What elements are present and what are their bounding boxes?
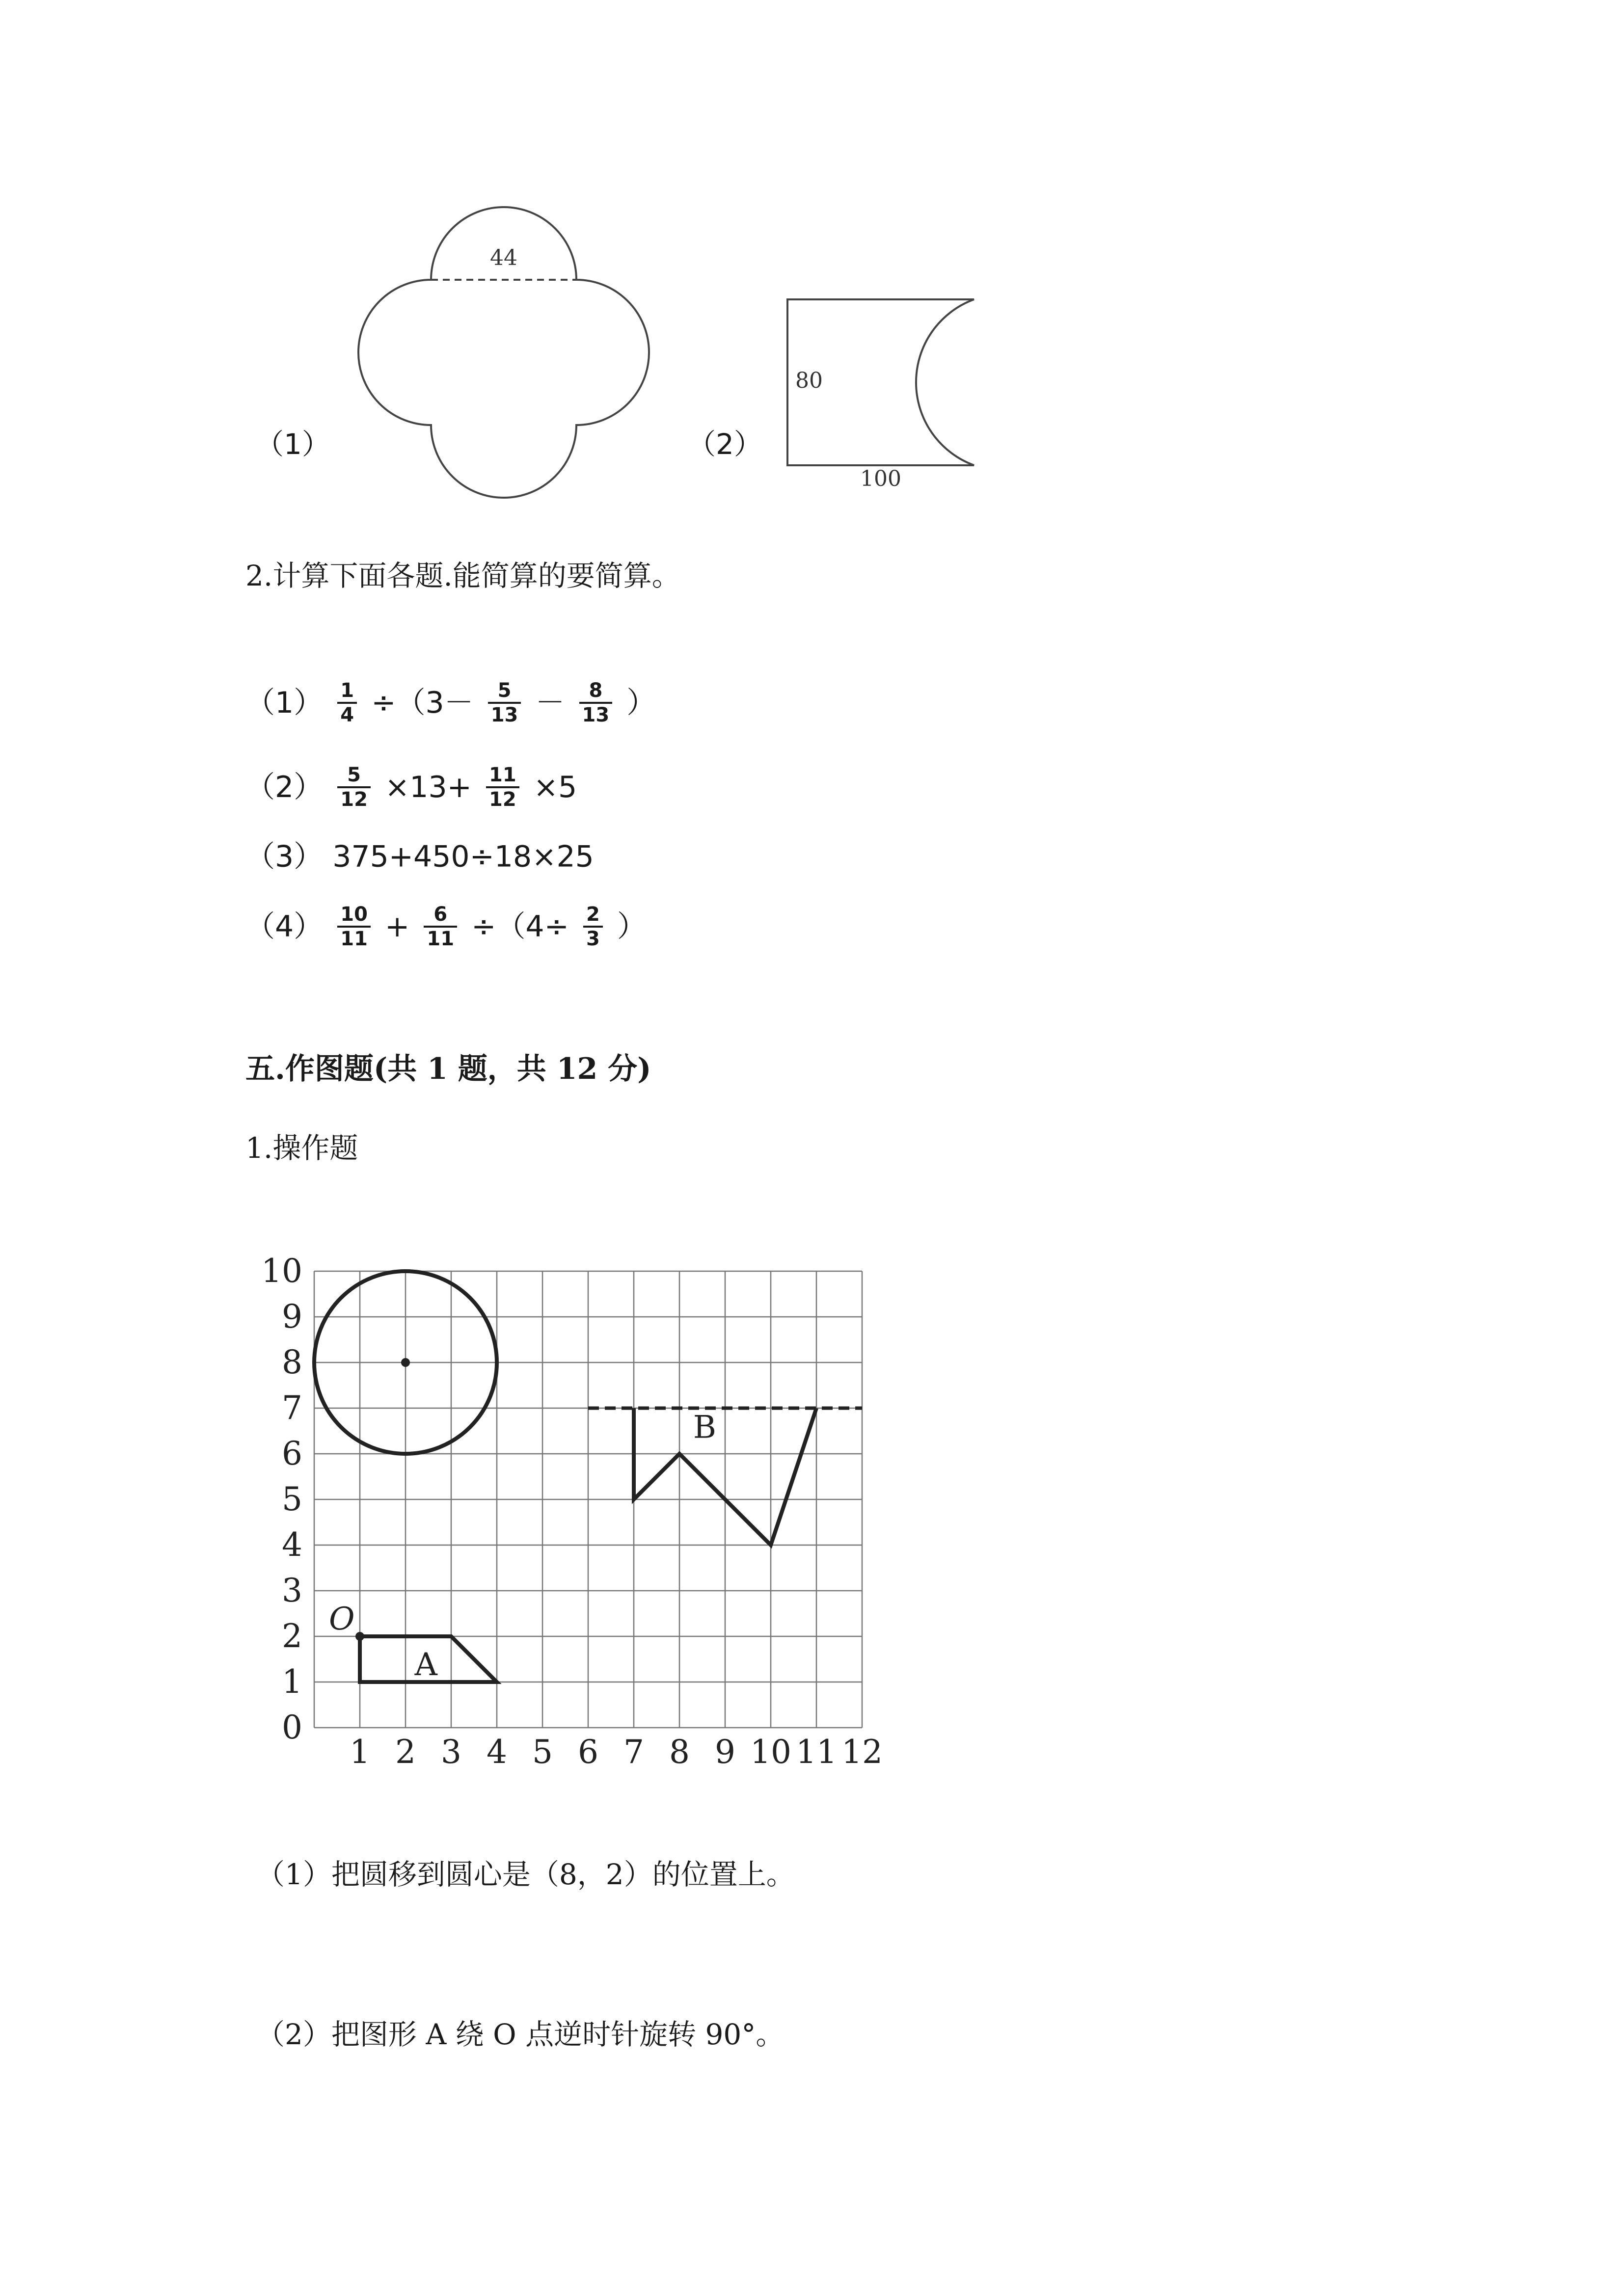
section-5-heading: 五.作图题(共 1 题，共 12 分) [245,1052,651,1086]
y-tick-label: 3 [282,1572,302,1609]
expression-3 [245,839,594,874]
question-2-heading: 2.计算下面各题.能简算的要简算。 [245,559,680,592]
fraction: $\frac{5}{12}$ [337,764,371,811]
expression-2 [245,764,577,811]
expression-1 [245,679,656,726]
y-tick-label: 10 [261,1252,302,1290]
point-o-dot [355,1632,364,1641]
expression-text: 375+450÷18×25 [332,839,594,874]
fraction: $\frac{10}{11}$ [337,903,371,950]
task-1: （1）把圆移到圆心是（8，2）的位置上。 [256,1858,795,1891]
expression-text: ÷（4÷ [471,909,569,944]
expression-label: （4） [245,909,324,944]
fraction: $\frac{2}{3}$ [583,903,603,950]
figure-2-label: （2） [687,427,762,461]
shape-b-label: B [693,1409,716,1446]
x-tick-label: 9 [715,1733,735,1771]
figure-1-label: （1） [255,427,330,461]
x-tick-label: 2 [395,1733,416,1771]
y-tick-label: 2 [282,1617,302,1655]
fraction: $\frac{8}{13}$ [579,679,613,726]
y-tick-label: 9 [282,1298,302,1335]
expression-label: （2） [245,770,324,804]
x-axis-labels [350,1733,883,1771]
fraction: $\frac{6}{11}$ [424,903,457,950]
expression-4 [245,903,647,950]
y-tick-label: 8 [282,1343,302,1381]
expression-text: ） [617,909,647,944]
x-tick-label: 3 [441,1733,461,1771]
y-tick-label: 5 [282,1480,302,1518]
y-tick-label: 7 [282,1389,302,1427]
y-tick-label: 1 [282,1663,302,1701]
expression-text: ×13+ [385,770,472,804]
coordinate-grid-figure [245,1237,893,1777]
expression-text: ÷（3－ [371,686,474,720]
task-2: （2）把图形 A 绕 O 点逆时针旋转 90°。 [256,2018,785,2051]
grid-lines [314,1271,862,1728]
x-tick-label: 1 [350,1733,370,1771]
expression-text: － [535,686,565,720]
width-label: 100 [860,466,901,491]
flower-shape-figure [344,201,658,506]
x-tick-label: 12 [841,1733,883,1771]
point-o-label: O [329,1601,355,1637]
x-tick-label: 6 [578,1733,598,1771]
y-axis-labels [261,1252,302,1746]
circle-center-dot [401,1358,410,1367]
expression-text: ×5 [533,770,577,804]
expression-text: ） [626,686,656,720]
x-tick-label: 7 [623,1733,644,1771]
rectangle-notch-figure [776,290,987,496]
x-tick-label: 5 [532,1733,553,1771]
fraction: $\frac{11}{12}$ [486,764,519,811]
fraction: $\frac{5}{13}$ [488,679,521,726]
y-tick-label: 0 [282,1709,302,1746]
y-tick-label: 6 [282,1435,302,1472]
expression-label: （3） [245,839,324,874]
question-1-title: 1.操作题 [245,1131,358,1165]
x-tick-label: 4 [487,1733,507,1771]
height-label: 80 [795,368,823,393]
x-tick-label: 8 [669,1733,690,1771]
shape-a-label: A [414,1647,437,1683]
y-tick-label: 4 [282,1526,302,1564]
fraction: $\frac{1}{4}$ [337,679,357,726]
x-tick-label: 10 [750,1733,791,1771]
diameter-label: 44 [490,245,517,270]
expression-text: + [385,909,410,944]
expression-label: （1） [245,686,324,720]
x-tick-label: 11 [796,1733,837,1771]
